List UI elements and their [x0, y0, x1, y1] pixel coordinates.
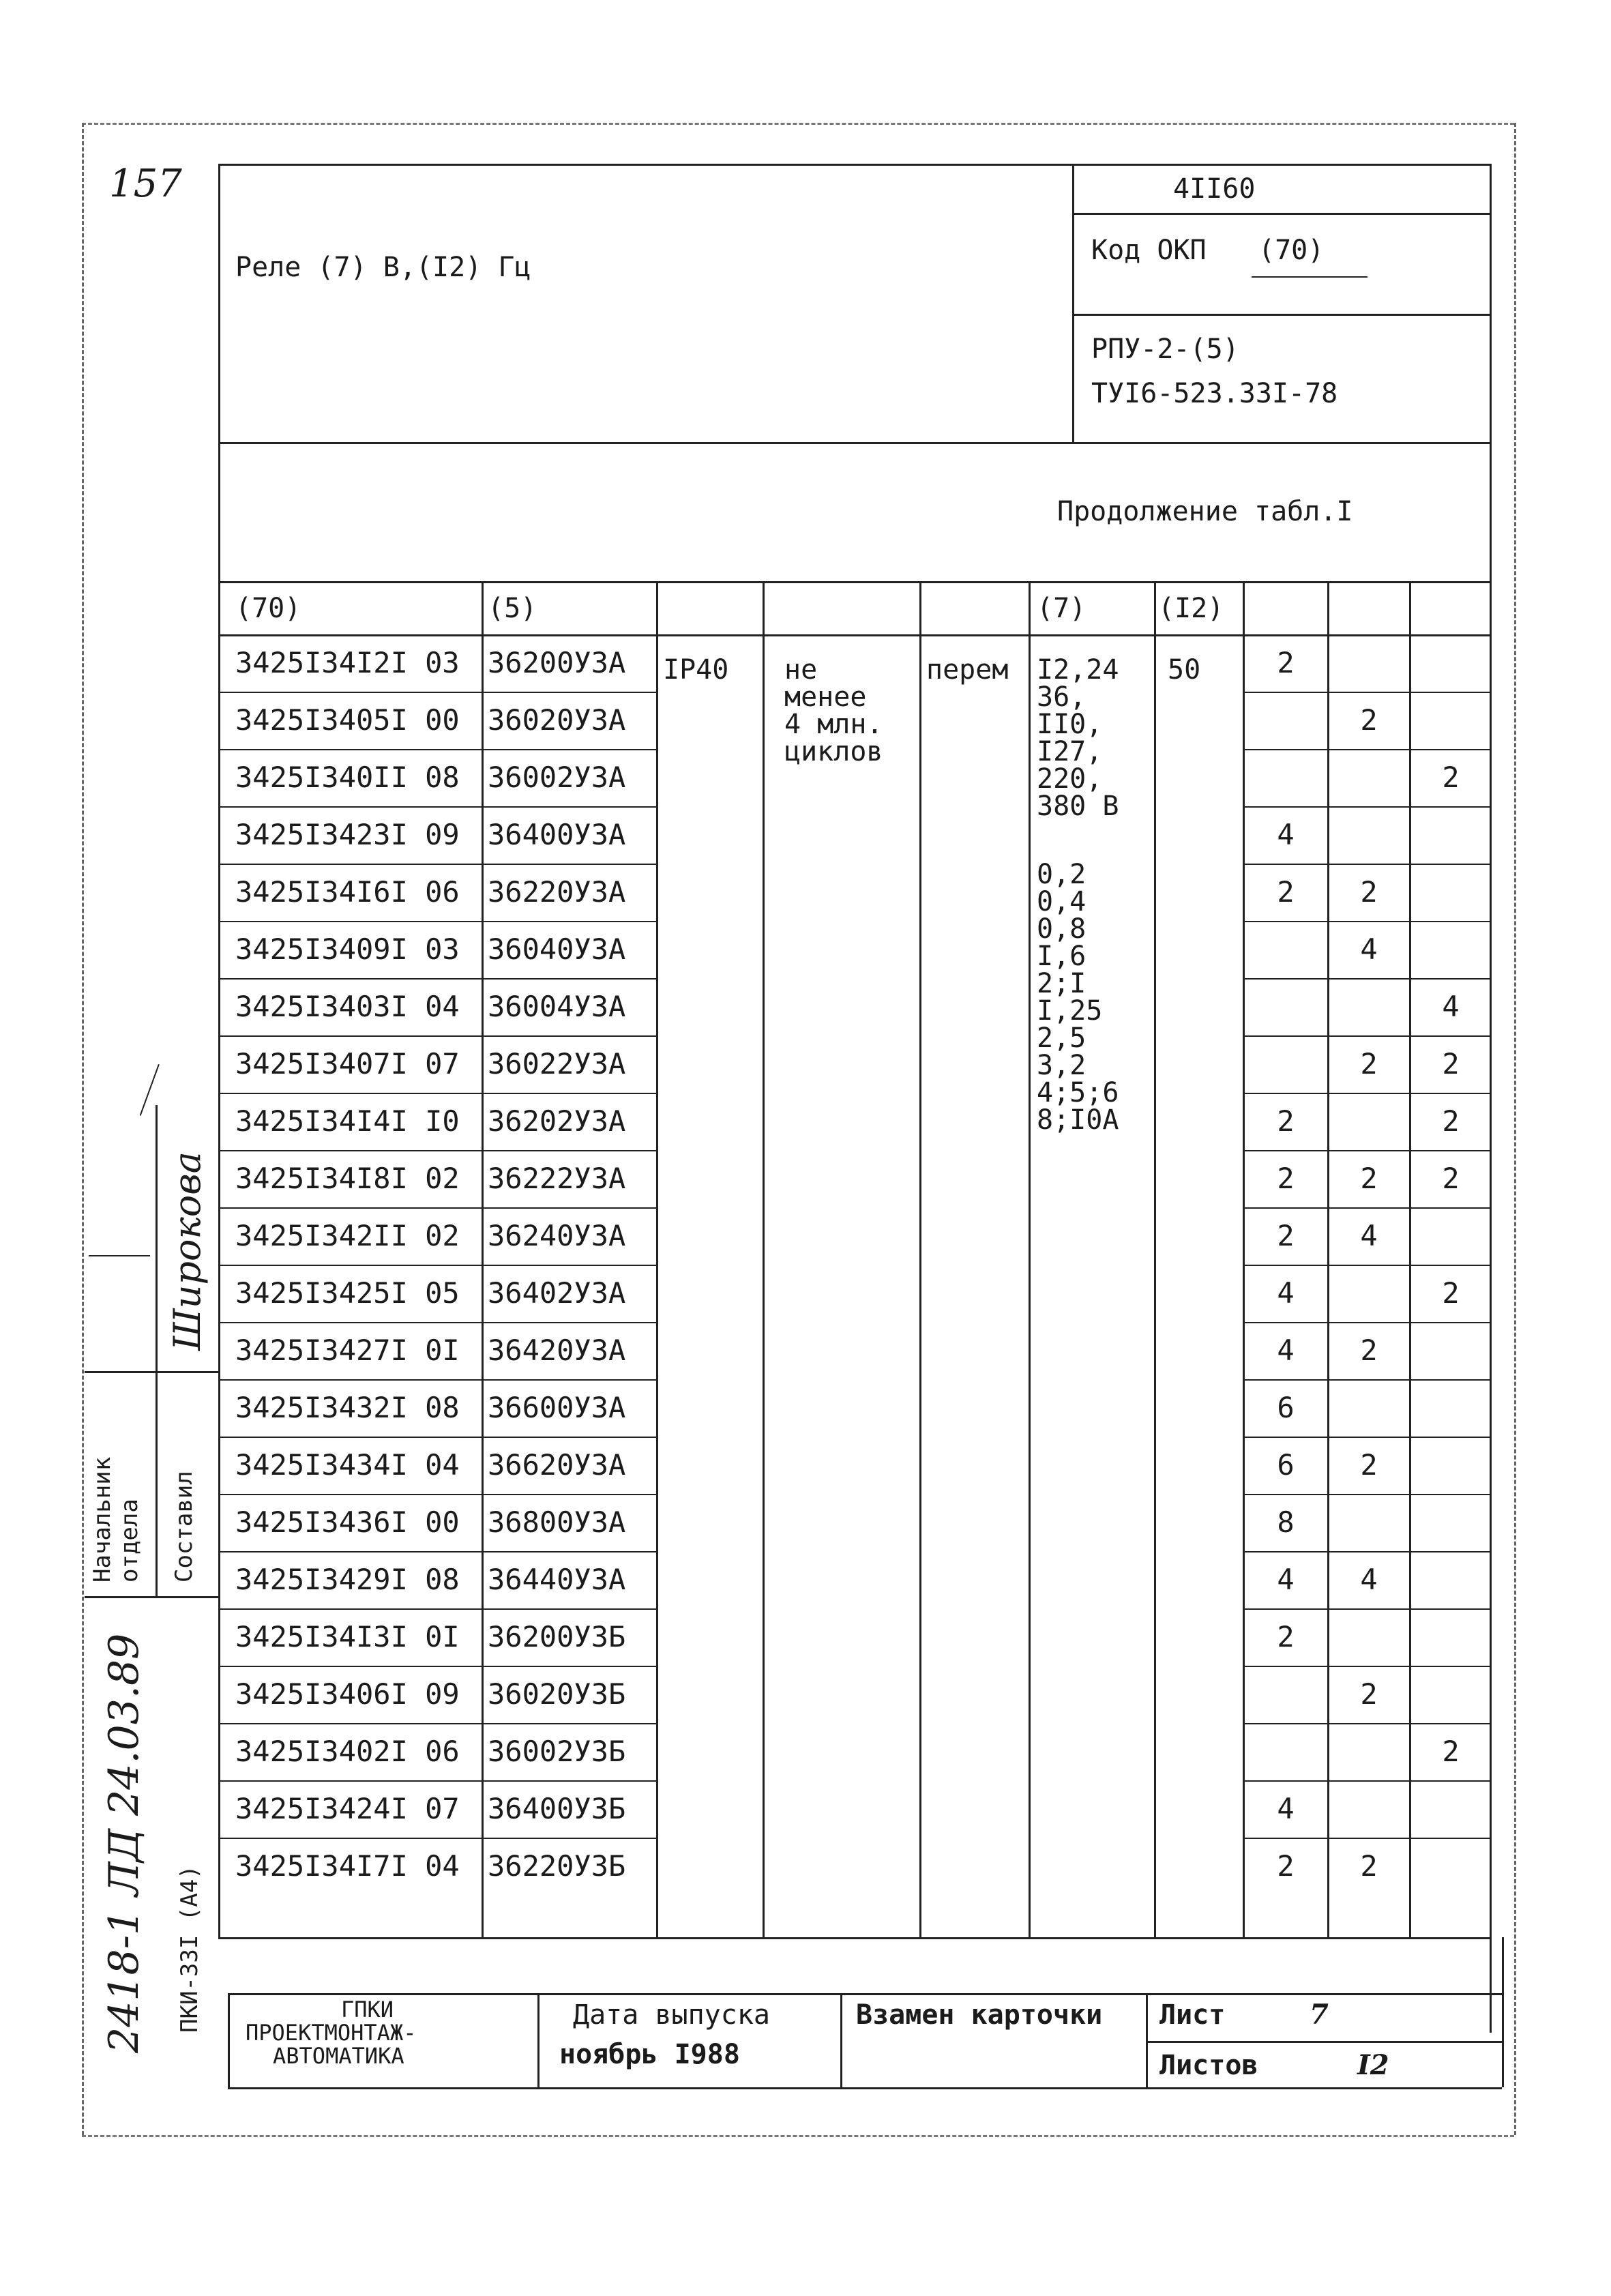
header-type: (5) — [488, 593, 537, 624]
table-row-type: 36420У3А — [488, 1334, 626, 1367]
table-row-type: 36022У3А — [488, 1047, 626, 1080]
sheet-value: 7 — [1310, 1999, 1329, 2031]
table-row-type: 36004У3А — [488, 990, 626, 1023]
continuation-label: Продолжение табл.I — [1057, 496, 1353, 527]
spec-number: ТУI6-523.33I-78 — [1091, 378, 1338, 409]
chief-label: Начальник отдела — [89, 1456, 143, 1583]
table-row-contact-count: 6 — [1277, 1391, 1295, 1424]
table-row-contact-count: 2 — [1277, 1620, 1295, 1653]
table-row-contact-count: 2 — [1360, 1849, 1378, 1883]
table-row-contact-count: 8 — [1277, 1505, 1295, 1539]
approval-stamp: 2418-1 ЛД 24.03.89 — [100, 1633, 148, 2053]
header-okp: (70) — [235, 593, 301, 624]
table-row-contact-count: 4 — [1360, 1563, 1378, 1596]
table-row-type: 36002У3Б — [488, 1735, 626, 1768]
release-label: Дата выпуска — [573, 1999, 770, 2031]
table-row-contact-count: 2 — [1277, 646, 1295, 679]
table-row-contact-count: 4 — [1277, 818, 1295, 851]
table-row-type: 36040У3А — [488, 932, 626, 966]
sheet-label: Лист — [1159, 1999, 1226, 2031]
table-row-okp: 3425I34I8I 02 — [235, 1162, 460, 1195]
table-row-contact-count: 2 — [1442, 1276, 1460, 1310]
table-row-contact-count: 4 — [1277, 1276, 1295, 1310]
table-row-okp: 3425I34I7I 04 — [235, 1849, 460, 1883]
table-row-okp: 3425I3407I 07 — [235, 1047, 460, 1080]
table-row-okp: 3425I3405I 00 — [235, 703, 460, 737]
table-row-okp: 3425I34I4I I0 — [235, 1104, 460, 1138]
table-row-contact-count: 2 — [1360, 1047, 1378, 1080]
okp-underline — [1252, 276, 1368, 278]
outer-border-left — [82, 123, 84, 2135]
table-row-type: 36402У3А — [488, 1276, 626, 1310]
table-row-contact-count: 4 — [1277, 1792, 1295, 1825]
table-row-contact-count: 2 — [1360, 1334, 1378, 1367]
table-row-contact-count: 2 — [1442, 761, 1460, 794]
table-row-okp: 3425I3403I 04 — [235, 990, 460, 1023]
table-row-type: 36002У3А — [488, 761, 626, 794]
signature-name: Широкова — [166, 1151, 209, 1351]
table-row-type: 36220У3Б — [488, 1849, 626, 1883]
table-row-okp: 3425I3423I 09 — [235, 818, 460, 851]
table-row-type: 36200У3А — [488, 646, 626, 679]
table-row-okp: 3425I34I6I 06 — [235, 875, 460, 909]
outer-border-bottom — [82, 2135, 1514, 2137]
table-row-okp: 3425I3436I 00 — [235, 1505, 460, 1539]
table-row-okp: 3425I3409I 03 — [235, 932, 460, 966]
table-row-okp: 3425I3424I 07 — [235, 1792, 460, 1825]
table-row-contact-count: 2 — [1277, 1219, 1295, 1252]
table-row-okp: 3425I3429I 08 — [235, 1563, 460, 1596]
sheets-value: I2 — [1357, 2049, 1389, 2081]
table-row-contact-count: 6 — [1277, 1448, 1295, 1482]
table-row-okp: 3425I3402I 06 — [235, 1735, 460, 1768]
table-row-contact-count: 2 — [1277, 1849, 1295, 1883]
table-row-okp: 3425I3432I 08 — [235, 1391, 460, 1424]
table-row-contact-count: 2 — [1360, 1677, 1378, 1711]
table-row-contact-count: 2 — [1442, 1104, 1460, 1138]
table-row-type: 36020У3Б — [488, 1677, 626, 1711]
sheets-label: Листов — [1159, 2050, 1258, 2081]
table-row-contact-count: 2 — [1360, 1162, 1378, 1195]
table-row-contact-count: 4 — [1360, 932, 1378, 966]
okp-label: Код ОКП — [1091, 235, 1207, 266]
table-row-contact-count: 2 — [1360, 1448, 1378, 1482]
table-row-type: 36800У3А — [488, 1505, 626, 1539]
table-row-type: 36240У3А — [488, 1219, 626, 1252]
table-row-type: 36220У3А — [488, 875, 626, 909]
table-row-okp: 3425I3427I 0I — [235, 1334, 460, 1367]
table-row-type: 36202У3А — [488, 1104, 626, 1138]
header-voltage: (7) — [1037, 593, 1087, 624]
table-row-contact-count: 2 — [1277, 1162, 1295, 1195]
model-name: РПУ-2-(5) — [1091, 334, 1239, 365]
protection-class: IP40 — [663, 654, 729, 686]
format-label: ПКИ-33I (А4) — [176, 1865, 203, 2033]
table-row-contact-count: 4 — [1360, 1219, 1378, 1252]
frequency-value: 50 — [1168, 654, 1201, 686]
table-row-type: 36400У3Б — [488, 1792, 626, 1825]
table-row-contact-count: 4 — [1277, 1563, 1295, 1596]
table-row-okp: 3425I340II 08 — [235, 761, 460, 794]
table-row-contact-count: 2 — [1360, 703, 1378, 737]
table-row-contact-count: 2 — [1360, 875, 1378, 909]
okp-value: (70) — [1258, 235, 1325, 266]
header-frequency: (I2) — [1158, 593, 1224, 624]
product-code: 4II60 — [1173, 173, 1256, 205]
page-number: 157 — [109, 162, 182, 206]
author-label: Составил — [171, 1471, 198, 1583]
table-row-contact-count: 2 — [1277, 1104, 1295, 1138]
table-row-contact-count: 2 — [1442, 1735, 1460, 1768]
replace-label: Взамен карточки — [856, 1999, 1103, 2031]
outer-border-top — [82, 123, 1514, 125]
current-type: перем — [926, 654, 1009, 686]
release-date: ноябрь I988 — [559, 2039, 740, 2070]
table-row-contact-count: 2 — [1442, 1162, 1460, 1195]
table-row-okp: 3425I342II 02 — [235, 1219, 460, 1252]
table-row-type: 36020У3А — [488, 703, 626, 737]
table-row-contact-count: 4 — [1277, 1334, 1295, 1367]
table-row-type: 36200У3Б — [488, 1620, 626, 1653]
table-row-okp: 3425I3425I 05 — [235, 1276, 460, 1310]
table-row-type: 36620У3А — [488, 1448, 626, 1482]
relay-title: Реле (7) В,(I2) Гц — [235, 252, 531, 283]
outer-border-right — [1514, 123, 1516, 2135]
table-row-contact-count: 4 — [1442, 990, 1460, 1023]
table-row-contact-count: 2 — [1277, 875, 1295, 909]
table-row-okp: 3425I34I3I 0I — [235, 1620, 460, 1653]
table-row-type: 36440У3А — [488, 1563, 626, 1596]
table-row-okp: 3425I34I2I 03 — [235, 646, 460, 679]
table-row-okp: 3425I3434I 04 — [235, 1448, 460, 1482]
table-row-okp: 3425I3406I 09 — [235, 1677, 460, 1711]
table-row-type: 36222У3А — [488, 1162, 626, 1195]
table-row-type: 36400У3А — [488, 818, 626, 851]
table-row-type: 36600У3А — [488, 1391, 626, 1424]
table-row-contact-count: 2 — [1442, 1047, 1460, 1080]
